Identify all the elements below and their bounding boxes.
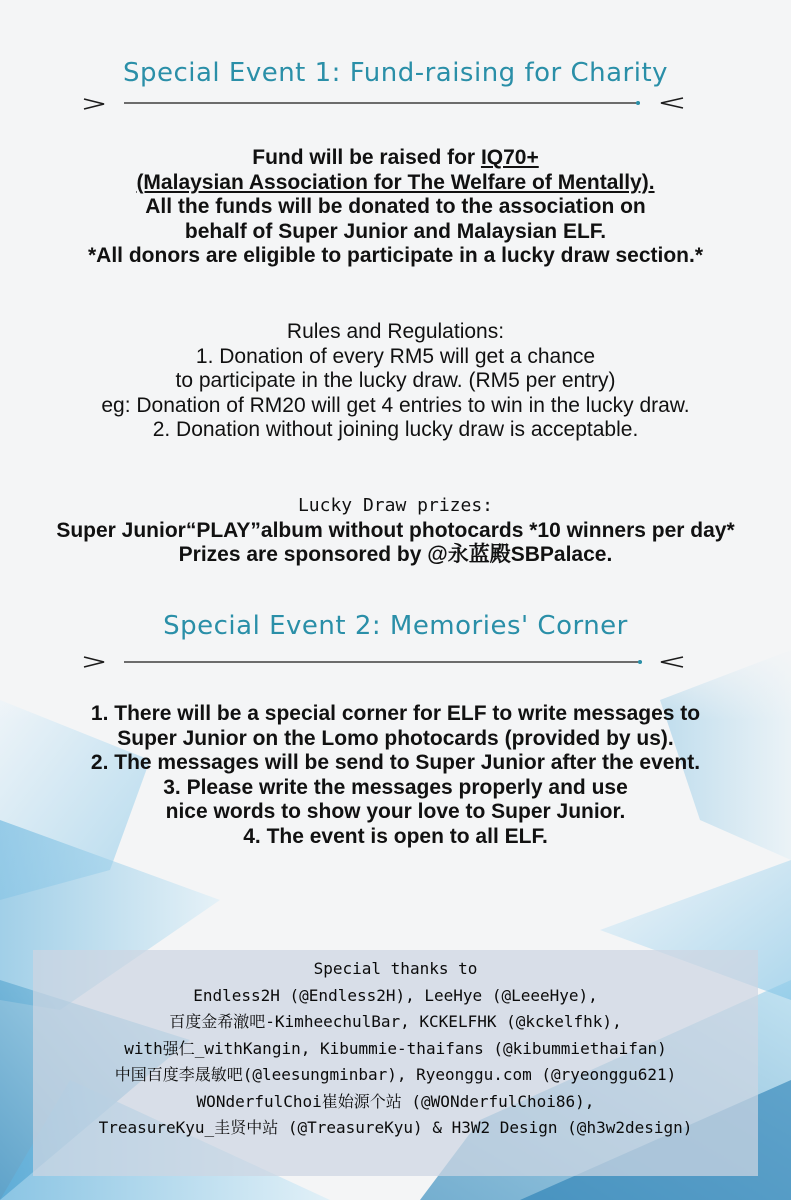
rule-line-1: 1. Donation of every RM5 will get a chance	[195, 344, 596, 368]
special-thanks-box	[33, 950, 758, 1176]
fund-line-5: *All donors are eligible to participate in a lucky draw section.*	[88, 244, 703, 267]
fund-section	[0, 146, 791, 269]
memories-line-5: nice words to show your love to Super Junior.	[165, 800, 626, 823]
memories-line-4: 3. Please write the messages properly and use	[163, 775, 628, 799]
fund-line-4: behalf of Super Junior and Malaysian ELF.	[184, 219, 607, 243]
rule-line-4: 2. Donation without joining lucky draw is acceptable.	[152, 418, 639, 441]
thanks-line-1: Endless2H (@Endless2H), LeeHye (@LeeeHye),	[193, 985, 598, 1005]
memories-line-3: 2. The messages will be send to Super Junior after the event.	[90, 751, 701, 774]
thanks-line-6: TreasureKyu_圭贤中站 (@TreasureKyu) & H3W2 Design (@h3w2design)	[98, 1118, 693, 1137]
lucky-draw-prize: Super Junior“PLAY”album without photocards *10 winners per day*	[56, 518, 735, 542]
rules-heading: Rules and Regulations:	[286, 320, 505, 343]
thanks-line-3: with强仁_withKangin, Kibummie-thaifans (@kibummiethaifan)	[124, 1038, 667, 1058]
rule-line-2: to participate in the lucky draw. (RM5 per entry)	[175, 369, 616, 392]
rules-section	[0, 320, 791, 443]
fund-line-1: Fund will be raised for IQ70+	[252, 146, 539, 169]
event1-title: Special Event 1: Fund-raising for Charity	[122, 58, 669, 88]
memories-line-6: 4. The event is open to all ELF.	[243, 824, 548, 848]
lucky-draw-section	[0, 494, 791, 568]
memories-line-2: Super Junior on the Lomo photocards (provided by us).	[117, 726, 674, 750]
thanks-heading: Special thanks to	[313, 959, 478, 978]
thanks-line-5: WONderfulChoi崔始源个站 (@WONderfulChoi86),	[196, 1091, 595, 1111]
rule-line-3: eg: Donation of RM20 will get 4 entries to win in the lucky draw.	[101, 393, 690, 417]
event1-divider	[0, 91, 791, 115]
thanks-line-2: 百度金希澈吧-KimheechulBar, KCKELFHK (@kckelfhk),	[169, 1012, 622, 1031]
lucky-draw-sponsor: Prizes are sponsored by @永蓝殿SBPalace.	[178, 543, 613, 566]
memories-line-1: 1. There will be a special corner for ELF to write messages to	[90, 702, 701, 725]
lucky-draw-heading: Lucky Draw prizes:	[297, 495, 494, 516]
fund-line-2: (Malaysian Association for The Welfare of Mentally).	[136, 170, 655, 194]
event2-title: Special Event 2: Memories' Corner	[163, 611, 628, 641]
thanks-line-4: 中国百度李晟敏吧(@leesungminbar), Ryeonggu.com (@ryeonggu621)	[114, 1065, 677, 1084]
iq70-link: IQ70+	[480, 146, 539, 169]
fund-line-3: All the funds will be donated to the association on	[145, 195, 646, 218]
memories-section	[0, 702, 791, 849]
event2-divider	[0, 650, 791, 674]
